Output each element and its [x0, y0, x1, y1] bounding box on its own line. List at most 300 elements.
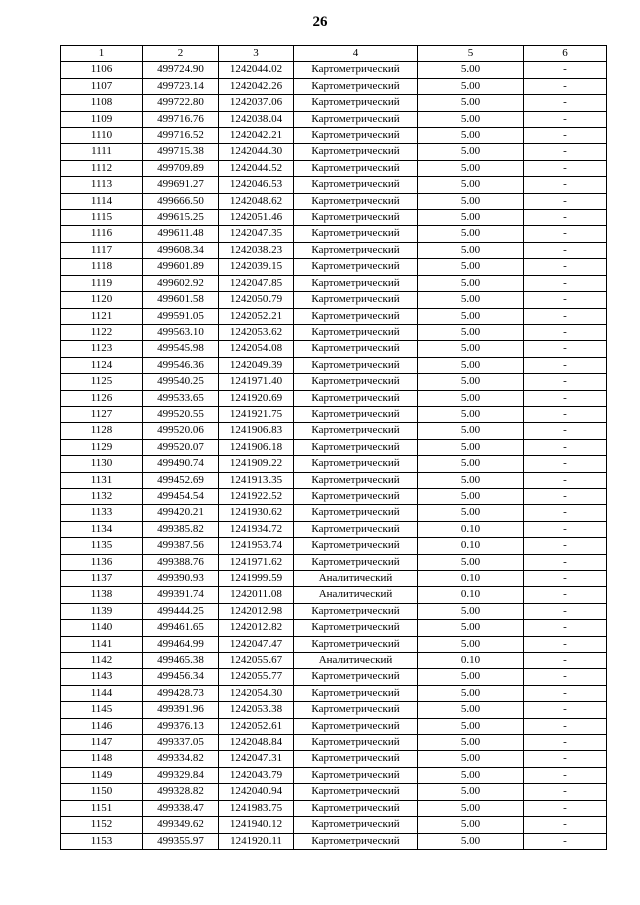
- accuracy-cell: 5.00: [418, 242, 524, 258]
- column-header: 5: [418, 46, 524, 62]
- method-cell: Картометрический: [294, 406, 418, 422]
- y-coordinate-cell: 1242055.67: [219, 653, 294, 669]
- table-row: [61, 751, 607, 767]
- table-row: [61, 521, 607, 537]
- description-cell: -: [524, 488, 607, 504]
- x-coordinate-cell: 499334.82: [143, 751, 219, 767]
- point-number-cell: 1108: [61, 95, 143, 111]
- x-coordinate-cell: 499715.38: [143, 144, 219, 160]
- accuracy-cell: 5.00: [418, 226, 524, 242]
- y-coordinate-cell: 1242048.62: [219, 193, 294, 209]
- accuracy-cell: 5.00: [418, 817, 524, 833]
- point-number-cell: 1141: [61, 636, 143, 652]
- description-cell: -: [524, 275, 607, 291]
- x-coordinate-cell: 499490.74: [143, 456, 219, 472]
- table-row: [61, 390, 607, 406]
- x-coordinate-cell: 499391.96: [143, 702, 219, 718]
- point-number-cell: 1129: [61, 439, 143, 455]
- method-cell: Картометрический: [294, 735, 418, 751]
- point-number-cell: 1107: [61, 78, 143, 94]
- point-number-cell: 1147: [61, 735, 143, 751]
- method-cell: Картометрический: [294, 275, 418, 291]
- table-row: [61, 571, 607, 587]
- point-number-cell: 1125: [61, 374, 143, 390]
- point-number-cell: 1126: [61, 390, 143, 406]
- x-coordinate-cell: 499722.80: [143, 95, 219, 111]
- table-row: [61, 685, 607, 701]
- description-cell: -: [524, 193, 607, 209]
- accuracy-cell: 5.00: [418, 439, 524, 455]
- y-coordinate-cell: 1242051.46: [219, 210, 294, 226]
- x-coordinate-cell: 499387.56: [143, 538, 219, 554]
- method-cell: Картометрический: [294, 488, 418, 504]
- description-cell: -: [524, 718, 607, 734]
- x-coordinate-cell: 499615.25: [143, 210, 219, 226]
- point-number-cell: 1115: [61, 210, 143, 226]
- point-number-cell: 1132: [61, 488, 143, 504]
- description-cell: -: [524, 95, 607, 111]
- accuracy-cell: 5.00: [418, 472, 524, 488]
- table-row: [61, 341, 607, 357]
- x-coordinate-cell: 499546.36: [143, 357, 219, 373]
- x-coordinate-cell: 499390.93: [143, 571, 219, 587]
- table-row: [61, 226, 607, 242]
- x-coordinate-cell: 499601.58: [143, 292, 219, 308]
- table-row: [61, 620, 607, 636]
- accuracy-cell: 5.00: [418, 374, 524, 390]
- y-coordinate-cell: 1242040.94: [219, 784, 294, 800]
- method-cell: Картометрический: [294, 292, 418, 308]
- x-coordinate-cell: 499376.13: [143, 718, 219, 734]
- description-cell: -: [524, 341, 607, 357]
- accuracy-cell: 5.00: [418, 406, 524, 422]
- y-coordinate-cell: 1241971.62: [219, 554, 294, 570]
- description-cell: -: [524, 620, 607, 636]
- y-coordinate-cell: 1242038.04: [219, 111, 294, 127]
- y-coordinate-cell: 1242012.98: [219, 603, 294, 619]
- accuracy-cell: 5.00: [418, 423, 524, 439]
- point-number-cell: 1117: [61, 242, 143, 258]
- y-coordinate-cell: 1242048.84: [219, 735, 294, 751]
- accuracy-cell: 5.00: [418, 784, 524, 800]
- table-row: [61, 210, 607, 226]
- point-number-cell: 1140: [61, 620, 143, 636]
- method-cell: Картометрический: [294, 784, 418, 800]
- accuracy-cell: 5.00: [418, 390, 524, 406]
- y-coordinate-cell: 1241983.75: [219, 800, 294, 816]
- x-coordinate-cell: 499349.62: [143, 817, 219, 833]
- description-cell: -: [524, 357, 607, 373]
- point-number-cell: 1151: [61, 800, 143, 816]
- description-cell: -: [524, 292, 607, 308]
- y-coordinate-cell: 1242047.47: [219, 636, 294, 652]
- method-cell: Аналитический: [294, 587, 418, 603]
- table-row: [61, 275, 607, 291]
- method-cell: Картометрический: [294, 242, 418, 258]
- y-coordinate-cell: 1242039.15: [219, 259, 294, 275]
- point-number-cell: 1131: [61, 472, 143, 488]
- description-cell: -: [524, 571, 607, 587]
- column-header: 4: [294, 46, 418, 62]
- point-number-cell: 1137: [61, 571, 143, 587]
- point-number-cell: 1113: [61, 177, 143, 193]
- y-coordinate-cell: 1242044.02: [219, 62, 294, 78]
- point-number-cell: 1127: [61, 406, 143, 422]
- x-coordinate-cell: 499454.54: [143, 488, 219, 504]
- y-coordinate-cell: 1241920.69: [219, 390, 294, 406]
- accuracy-cell: 5.00: [418, 275, 524, 291]
- method-cell: Картометрический: [294, 78, 418, 94]
- description-cell: -: [524, 226, 607, 242]
- x-coordinate-cell: 499563.10: [143, 324, 219, 340]
- coordinates-table: [60, 45, 607, 850]
- accuracy-cell: 5.00: [418, 735, 524, 751]
- method-cell: Картометрический: [294, 341, 418, 357]
- table-row: [61, 456, 607, 472]
- accuracy-cell: 5.00: [418, 259, 524, 275]
- table-row: [61, 587, 607, 603]
- method-cell: Аналитический: [294, 571, 418, 587]
- x-coordinate-cell: 499420.21: [143, 505, 219, 521]
- description-cell: -: [524, 177, 607, 193]
- description-cell: -: [524, 702, 607, 718]
- accuracy-cell: 5.00: [418, 505, 524, 521]
- description-cell: -: [524, 669, 607, 685]
- method-cell: Картометрический: [294, 374, 418, 390]
- description-cell: -: [524, 735, 607, 751]
- accuracy-cell: 5.00: [418, 292, 524, 308]
- y-coordinate-cell: 1242049.39: [219, 357, 294, 373]
- accuracy-cell: 5.00: [418, 603, 524, 619]
- x-coordinate-cell: 499716.76: [143, 111, 219, 127]
- point-number-cell: 1138: [61, 587, 143, 603]
- accuracy-cell: 0.10: [418, 653, 524, 669]
- x-coordinate-cell: 499461.65: [143, 620, 219, 636]
- table-row: [61, 735, 607, 751]
- description-cell: -: [524, 128, 607, 144]
- y-coordinate-cell: 1241940.12: [219, 817, 294, 833]
- y-coordinate-cell: 1242011.08: [219, 587, 294, 603]
- description-cell: -: [524, 751, 607, 767]
- accuracy-cell: 5.00: [418, 177, 524, 193]
- method-cell: Картометрический: [294, 210, 418, 226]
- column-header: 1: [61, 46, 143, 62]
- description-cell: -: [524, 160, 607, 176]
- table-header-row: [61, 46, 607, 62]
- method-cell: Картометрический: [294, 554, 418, 570]
- table-row: [61, 488, 607, 504]
- x-coordinate-cell: 499601.89: [143, 259, 219, 275]
- description-cell: -: [524, 324, 607, 340]
- table-row: [61, 357, 607, 373]
- y-coordinate-cell: 1242044.52: [219, 160, 294, 176]
- point-number-cell: 1109: [61, 111, 143, 127]
- table-body: [61, 62, 607, 850]
- table-row: [61, 554, 607, 570]
- x-coordinate-cell: 499723.14: [143, 78, 219, 94]
- point-number-cell: 1136: [61, 554, 143, 570]
- x-coordinate-cell: 499464.99: [143, 636, 219, 652]
- method-cell: Картометрический: [294, 472, 418, 488]
- description-cell: -: [524, 538, 607, 554]
- x-coordinate-cell: 499608.34: [143, 242, 219, 258]
- y-coordinate-cell: 1241920.11: [219, 833, 294, 849]
- description-cell: -: [524, 833, 607, 849]
- method-cell: Картометрический: [294, 669, 418, 685]
- method-cell: Картометрический: [294, 505, 418, 521]
- x-coordinate-cell: 499545.98: [143, 341, 219, 357]
- method-cell: Картометрический: [294, 685, 418, 701]
- method-cell: Картометрический: [294, 456, 418, 472]
- table-row: [61, 767, 607, 783]
- column-header: 3: [219, 46, 294, 62]
- point-number-cell: 1143: [61, 669, 143, 685]
- point-number-cell: 1153: [61, 833, 143, 849]
- description-cell: -: [524, 242, 607, 258]
- description-cell: -: [524, 653, 607, 669]
- accuracy-cell: 5.00: [418, 308, 524, 324]
- accuracy-cell: 5.00: [418, 144, 524, 160]
- description-cell: -: [524, 456, 607, 472]
- x-coordinate-cell: 499444.25: [143, 603, 219, 619]
- method-cell: Картометрический: [294, 226, 418, 242]
- description-cell: -: [524, 603, 607, 619]
- x-coordinate-cell: 499337.05: [143, 735, 219, 751]
- method-cell: Картометрический: [294, 620, 418, 636]
- accuracy-cell: 5.00: [418, 554, 524, 570]
- accuracy-cell: 5.00: [418, 767, 524, 783]
- table-row: [61, 259, 607, 275]
- description-cell: -: [524, 521, 607, 537]
- method-cell: Картометрический: [294, 308, 418, 324]
- x-coordinate-cell: 499385.82: [143, 521, 219, 537]
- table-row: [61, 78, 607, 94]
- accuracy-cell: 5.00: [418, 62, 524, 78]
- table-row: [61, 472, 607, 488]
- method-cell: Картометрический: [294, 177, 418, 193]
- table-row: [61, 718, 607, 734]
- table-row: [61, 95, 607, 111]
- table-row: [61, 62, 607, 78]
- y-coordinate-cell: 1242012.82: [219, 620, 294, 636]
- accuracy-cell: 5.00: [418, 160, 524, 176]
- accuracy-cell: 5.00: [418, 669, 524, 685]
- description-cell: -: [524, 636, 607, 652]
- y-coordinate-cell: 1241909.22: [219, 456, 294, 472]
- y-coordinate-cell: 1241922.52: [219, 488, 294, 504]
- table-row: [61, 833, 607, 849]
- x-coordinate-cell: 499465.38: [143, 653, 219, 669]
- point-number-cell: 1139: [61, 603, 143, 619]
- x-coordinate-cell: 499520.06: [143, 423, 219, 439]
- table-row: [61, 817, 607, 833]
- method-cell: Аналитический: [294, 653, 418, 669]
- accuracy-cell: 5.00: [418, 78, 524, 94]
- method-cell: Картометрический: [294, 111, 418, 127]
- description-cell: -: [524, 308, 607, 324]
- x-coordinate-cell: 499520.55: [143, 406, 219, 422]
- accuracy-cell: 0.10: [418, 587, 524, 603]
- accuracy-cell: 5.00: [418, 193, 524, 209]
- description-cell: -: [524, 259, 607, 275]
- description-cell: -: [524, 423, 607, 439]
- description-cell: -: [524, 587, 607, 603]
- description-cell: -: [524, 144, 607, 160]
- y-coordinate-cell: 1241906.18: [219, 439, 294, 455]
- table-row: [61, 784, 607, 800]
- method-cell: Картометрический: [294, 718, 418, 734]
- table-row: [61, 406, 607, 422]
- point-number-cell: 1128: [61, 423, 143, 439]
- point-number-cell: 1142: [61, 653, 143, 669]
- description-cell: -: [524, 767, 607, 783]
- column-header: 2: [143, 46, 219, 62]
- point-number-cell: 1106: [61, 62, 143, 78]
- table-row: [61, 292, 607, 308]
- y-coordinate-cell: 1242054.30: [219, 685, 294, 701]
- x-coordinate-cell: 499520.07: [143, 439, 219, 455]
- y-coordinate-cell: 1241921.75: [219, 406, 294, 422]
- point-number-cell: 1116: [61, 226, 143, 242]
- y-coordinate-cell: 1242052.61: [219, 718, 294, 734]
- description-cell: -: [524, 210, 607, 226]
- table-row: [61, 324, 607, 340]
- table-row: [61, 538, 607, 554]
- x-coordinate-cell: 499533.65: [143, 390, 219, 406]
- method-cell: Картометрический: [294, 357, 418, 373]
- point-number-cell: 1150: [61, 784, 143, 800]
- y-coordinate-cell: 1242042.21: [219, 128, 294, 144]
- point-number-cell: 1144: [61, 685, 143, 701]
- method-cell: Картометрический: [294, 390, 418, 406]
- accuracy-cell: 5.00: [418, 456, 524, 472]
- description-cell: -: [524, 554, 607, 570]
- table-row: [61, 193, 607, 209]
- x-coordinate-cell: 499611.48: [143, 226, 219, 242]
- method-cell: Картометрический: [294, 62, 418, 78]
- method-cell: Картометрический: [294, 160, 418, 176]
- point-number-cell: 1148: [61, 751, 143, 767]
- y-coordinate-cell: 1241913.35: [219, 472, 294, 488]
- table-row: [61, 669, 607, 685]
- point-number-cell: 1145: [61, 702, 143, 718]
- method-cell: Картометрический: [294, 259, 418, 275]
- method-cell: Картометрический: [294, 324, 418, 340]
- page-number: 26: [312, 14, 328, 30]
- table-row: [61, 111, 607, 127]
- point-number-cell: 1123: [61, 341, 143, 357]
- y-coordinate-cell: 1242038.23: [219, 242, 294, 258]
- table-row: [61, 636, 607, 652]
- y-coordinate-cell: 1242044.30: [219, 144, 294, 160]
- x-coordinate-cell: 499338.47: [143, 800, 219, 816]
- description-cell: -: [524, 505, 607, 521]
- table-row: [61, 439, 607, 455]
- accuracy-cell: 5.00: [418, 718, 524, 734]
- method-cell: Картометрический: [294, 439, 418, 455]
- description-cell: -: [524, 685, 607, 701]
- x-coordinate-cell: 499602.92: [143, 275, 219, 291]
- method-cell: Картометрический: [294, 521, 418, 537]
- table-row: [61, 800, 607, 816]
- x-coordinate-cell: 499328.82: [143, 784, 219, 800]
- accuracy-cell: 5.00: [418, 210, 524, 226]
- accuracy-cell: 5.00: [418, 751, 524, 767]
- y-coordinate-cell: 1242050.79: [219, 292, 294, 308]
- y-coordinate-cell: 1242047.31: [219, 751, 294, 767]
- accuracy-cell: 0.10: [418, 571, 524, 587]
- point-number-cell: 1114: [61, 193, 143, 209]
- point-number-cell: 1112: [61, 160, 143, 176]
- column-header: 6: [524, 46, 607, 62]
- y-coordinate-cell: 1241999.59: [219, 571, 294, 587]
- y-coordinate-cell: 1241953.74: [219, 538, 294, 554]
- description-cell: -: [524, 784, 607, 800]
- x-coordinate-cell: 499355.97: [143, 833, 219, 849]
- y-coordinate-cell: 1242052.21: [219, 308, 294, 324]
- y-coordinate-cell: 1242043.79: [219, 767, 294, 783]
- method-cell: Картометрический: [294, 800, 418, 816]
- point-number-cell: 1120: [61, 292, 143, 308]
- point-number-cell: 1149: [61, 767, 143, 783]
- description-cell: -: [524, 406, 607, 422]
- y-coordinate-cell: 1242037.06: [219, 95, 294, 111]
- x-coordinate-cell: 499716.52: [143, 128, 219, 144]
- point-number-cell: 1152: [61, 817, 143, 833]
- table-row: [61, 144, 607, 160]
- description-cell: -: [524, 800, 607, 816]
- point-number-cell: 1122: [61, 324, 143, 340]
- y-coordinate-cell: 1242042.26: [219, 78, 294, 94]
- x-coordinate-cell: 499391.74: [143, 587, 219, 603]
- x-coordinate-cell: 499540.25: [143, 374, 219, 390]
- x-coordinate-cell: 499456.34: [143, 669, 219, 685]
- point-number-cell: 1121: [61, 308, 143, 324]
- method-cell: Картометрический: [294, 751, 418, 767]
- point-number-cell: 1119: [61, 275, 143, 291]
- accuracy-cell: 5.00: [418, 341, 524, 357]
- point-number-cell: 1135: [61, 538, 143, 554]
- table-row: [61, 702, 607, 718]
- table-row: [61, 308, 607, 324]
- x-coordinate-cell: 499329.84: [143, 767, 219, 783]
- method-cell: Картометрический: [294, 603, 418, 619]
- description-cell: -: [524, 374, 607, 390]
- accuracy-cell: 5.00: [418, 95, 524, 111]
- accuracy-cell: 5.00: [418, 488, 524, 504]
- description-cell: -: [524, 111, 607, 127]
- y-coordinate-cell: 1242046.53: [219, 177, 294, 193]
- table-row: [61, 653, 607, 669]
- method-cell: Картометрический: [294, 817, 418, 833]
- table-row: [61, 242, 607, 258]
- method-cell: Картометрический: [294, 128, 418, 144]
- point-number-cell: 1134: [61, 521, 143, 537]
- accuracy-cell: 5.00: [418, 357, 524, 373]
- x-coordinate-cell: 499428.73: [143, 685, 219, 701]
- y-coordinate-cell: 1242054.08: [219, 341, 294, 357]
- y-coordinate-cell: 1242047.35: [219, 226, 294, 242]
- accuracy-cell: 5.00: [418, 620, 524, 636]
- x-coordinate-cell: 499666.50: [143, 193, 219, 209]
- table-row: [61, 374, 607, 390]
- accuracy-cell: 5.00: [418, 702, 524, 718]
- method-cell: Картометрический: [294, 833, 418, 849]
- description-cell: -: [524, 817, 607, 833]
- x-coordinate-cell: 499388.76: [143, 554, 219, 570]
- y-coordinate-cell: 1241906.83: [219, 423, 294, 439]
- method-cell: Картометрический: [294, 767, 418, 783]
